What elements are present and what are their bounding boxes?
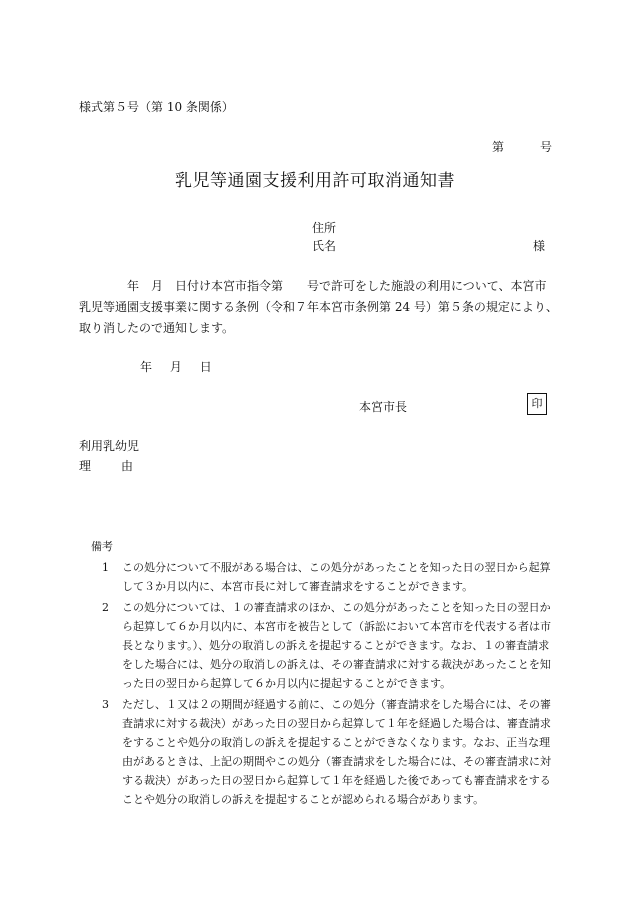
note-line: った日の翌日から起算して６か月以内に提起することができます。 — [122, 677, 452, 690]
note-number: 1 — [102, 561, 109, 574]
note-line: 長となります。）、処分の取消しの訴えを提起することができます。なお、１の審査請求 — [122, 639, 550, 652]
notes-list — [102, 558, 562, 811]
note-number: 2 — [102, 601, 109, 614]
note-line: ただし、１又は２の期間が経過する前に、この処分（審査請求をした場合には、その審 — [122, 698, 551, 711]
seal-box: 印 — [527, 393, 547, 415]
body-text — [79, 276, 564, 339]
notes-title: 備考 — [91, 540, 113, 553]
document-title: 乳児等通園支援利用許可取消通知書 — [175, 171, 455, 191]
note-line: をした場合には、処分の取消しの訴えは、その審査請求に対する裁決があったことを知 — [122, 658, 551, 671]
note-line: して３か月以内に、本宮市長に対して審査請求をすることができます。 — [122, 580, 474, 593]
address-label: 住所 — [312, 221, 337, 235]
note-item — [102, 558, 562, 596]
document-number-go: 号 — [540, 140, 553, 154]
date-year: 年 — [140, 360, 153, 374]
note-number: 3 — [102, 698, 109, 711]
reason-label — [79, 457, 133, 474]
mayor-label: 本宮市長 — [359, 400, 408, 414]
name-label: 氏名 — [312, 239, 337, 253]
date-month: 月 — [169, 360, 182, 374]
note-line: この処分については、１の審査請求のほか、この処分があったことを知った日の翌日か — [122, 601, 551, 614]
reason-char-2: 由 — [121, 459, 134, 473]
note-line: をすることや処分の取消しの訴えを提起することができなくなります。なお、正当な理 — [122, 736, 551, 749]
note-line: この処分について不服がある場合は、この処分があったことを知った日の翌日から起算 — [122, 561, 551, 574]
body-line: 乳児等通園支援事業に関する条例（令和７年本宮市条例第 24 号）第５条の規定により、 — [79, 300, 558, 314]
form-number-label: 様式第５号（第 10 条関係） — [79, 100, 234, 114]
note-line: ら起算して６か月以内に、本宮市を被告として（訴訟において本宮市を代表する者は市 — [122, 620, 551, 633]
body-line: 年 月 日付け本宮市指令第 号で許可をした施設の利用について、本宮市 — [79, 279, 547, 293]
reason-char-1: 理 — [79, 459, 92, 473]
date-day: 日 — [199, 360, 212, 374]
note-line: 由があるときは、上記の期間やこの処分（審査請求をした場合には、その審査請求に対 — [122, 755, 551, 768]
note-item — [102, 598, 562, 693]
body-line: 取り消したので通知します。 — [79, 321, 235, 335]
note-line: 査請求に対する裁決）があった日の翌日から起算して１年を経過した場合は、審査請求 — [122, 717, 551, 730]
note-item — [102, 695, 562, 809]
issue-date — [140, 358, 226, 375]
note-line: する裁決）があった日の翌日から起算して１年を経過した後であっても審査請求をする — [122, 774, 551, 787]
child-label: 利用乳幼児 — [79, 439, 140, 453]
document-number-dai: 第 — [492, 140, 505, 154]
honorific-sama: 様 — [533, 239, 546, 253]
note-line: ことや処分の取消しの訴えを提起することが認められる場合があります。 — [122, 793, 485, 806]
